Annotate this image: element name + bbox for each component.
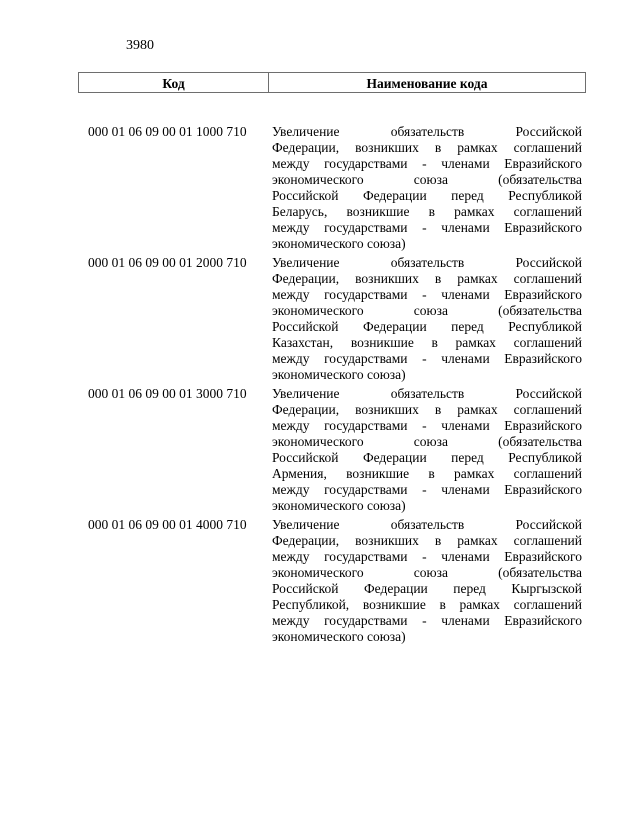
row-name — [272, 124, 582, 252]
table-header — [78, 72, 586, 93]
row-name-line: между государствами - членами Евразийского — [272, 418, 582, 433]
row-name-line: Российской Федерации перед Кыргызской — [272, 581, 582, 596]
row-name-line: между государствами - членами Евразийского — [272, 156, 582, 171]
row-name-line: экономического союза) — [272, 236, 406, 251]
row-name-line: между государствами - членами Евразийского — [272, 220, 582, 235]
row-code: 000 01 06 09 00 01 1000 710 — [88, 124, 247, 139]
row-name-line: между государствами - членами Евразийского — [272, 613, 582, 628]
row-name — [272, 255, 582, 383]
table-row — [78, 124, 586, 252]
row-name-line: между государствами - членами Евразийского — [272, 482, 582, 497]
table-row — [78, 517, 586, 645]
row-name-line: Беларусь, возникшие в рамках соглашений — [272, 204, 582, 219]
row-name-line: Российской Федерации перед Республикой — [272, 450, 582, 465]
row-name-line: Федерации, возникших в рамках соглашений — [272, 533, 582, 548]
row-name-line: Республикой, возникшие в рамках соглашений — [272, 597, 582, 612]
row-name-line: экономического союза (обязательства — [272, 172, 582, 187]
row-name-line: Российской Федерации перед Республикой — [272, 319, 582, 334]
row-name-line: экономического союза) — [272, 498, 406, 513]
table-row — [78, 255, 586, 383]
row-code: 000 01 06 09 00 01 3000 710 — [88, 386, 247, 401]
row-name-line: Казахстан, возникшие в рамках соглашений — [272, 335, 582, 350]
row-code: 000 01 06 09 00 01 2000 710 — [88, 255, 247, 270]
row-name-line: экономического союза (обязательства — [272, 303, 582, 318]
row-code: 000 01 06 09 00 01 4000 710 — [88, 517, 247, 532]
row-name-line: экономического союза (обязательства — [272, 565, 582, 580]
row-name-line: экономического союза (обязательства — [272, 434, 582, 449]
row-name-line: Федерации, возникших в рамках соглашений — [272, 271, 582, 286]
row-name-line: между государствами - членами Евразийского — [272, 287, 582, 302]
table-row — [78, 386, 586, 514]
row-name — [272, 386, 582, 514]
header-code-column: Код — [79, 73, 269, 92]
table-body — [78, 124, 586, 648]
row-name-line: Увеличение обязательств Российской — [272, 124, 582, 139]
row-name — [272, 517, 582, 645]
row-name-line: Федерации, возникших в рамках соглашений — [272, 140, 582, 155]
page-number: 3980 — [126, 38, 154, 53]
header-name-column: Наименование кода — [366, 76, 488, 91]
row-name-line: между государствами - членами Евразийского — [272, 351, 582, 366]
row-name-line: Российской Федерации перед Республикой — [272, 188, 582, 203]
row-name-line: экономического союза) — [272, 367, 406, 382]
row-name-line: между государствами - членами Евразийского — [272, 549, 582, 564]
row-name-line: Увеличение обязательств Российской — [272, 517, 582, 532]
row-name-line: Федерации, возникших в рамках соглашений — [272, 402, 582, 417]
row-name-line: Увеличение обязательств Российской — [272, 255, 582, 270]
row-name-line: экономического союза) — [272, 629, 406, 644]
row-name-line: Армения, возникшие в рамках соглашений — [272, 466, 582, 481]
row-name-line: Увеличение обязательств Российской — [272, 386, 582, 401]
